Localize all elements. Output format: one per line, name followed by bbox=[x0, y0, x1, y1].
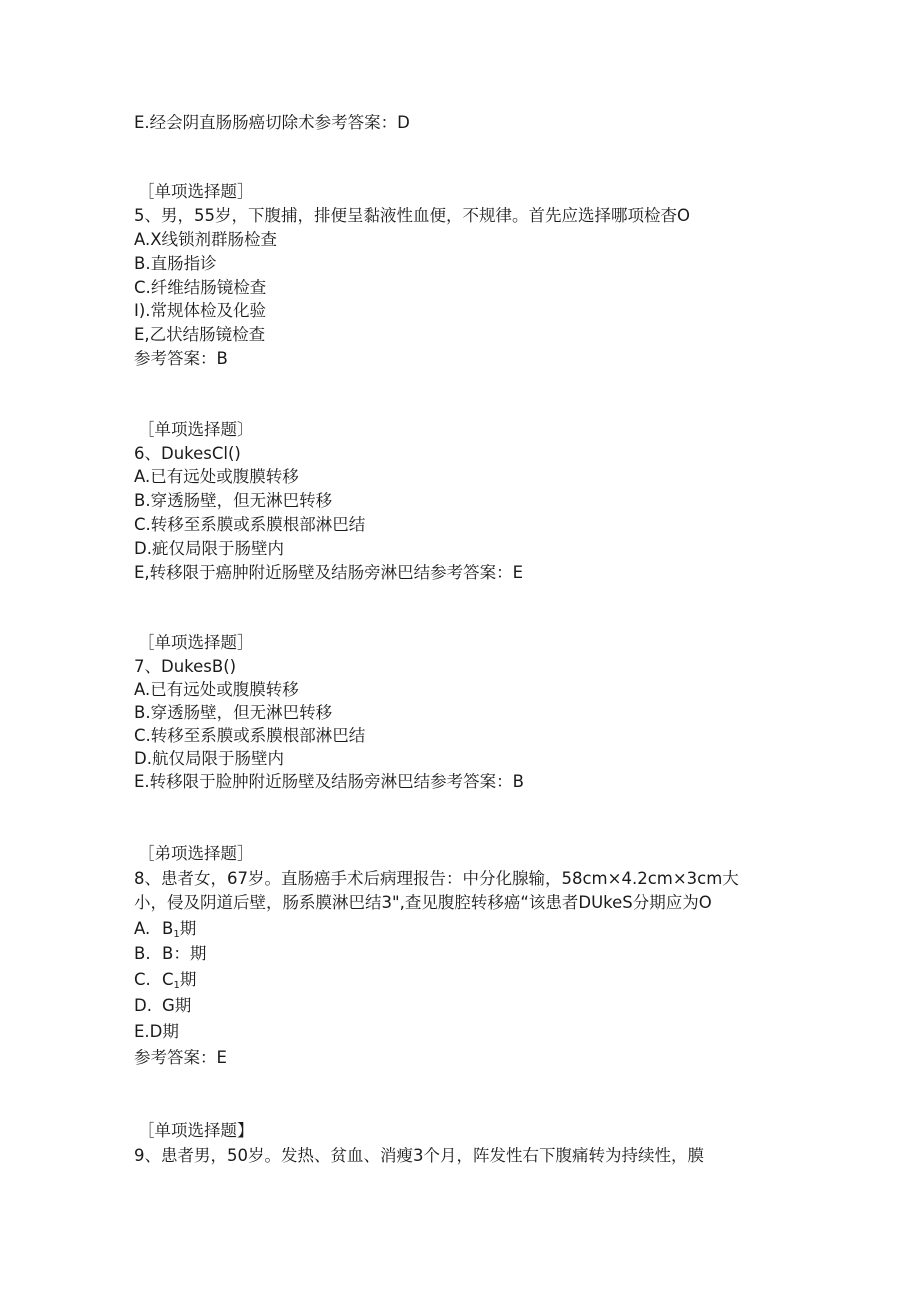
q8-option-b-letter: B. bbox=[134, 944, 151, 963]
q6-option-d: D.疵仅局限于肠壁内 bbox=[134, 539, 284, 558]
q5-option-e: E,乙状结肠镜检查 bbox=[134, 325, 266, 344]
q5-stem: 5、男，55岁，下腹捕，排便呈黏液性血便，不规律。首先应选择哪项检杳O bbox=[134, 206, 690, 225]
q9-stem: 9、患者男，50岁。发热、贫血、消瘦3个月，阵发性右下腹痛转为持续性，膜 bbox=[134, 1146, 704, 1165]
q5-type-label: ［单项选择题］ bbox=[138, 182, 254, 201]
q7-option-d: D.航仅局限于肠壁内 bbox=[134, 749, 284, 768]
q5-option-d: I).常规体检及化验 bbox=[134, 301, 267, 320]
q8-answer: 参考答案：E bbox=[134, 1048, 227, 1067]
q6-stem: 6、DukesCl() bbox=[134, 444, 241, 463]
q8-option-d bbox=[134, 995, 191, 1017]
q4-option-e: E.经会阴直肠肠癌切除术参考答案：D bbox=[134, 113, 410, 132]
q8-option-c-subscript: 1 bbox=[173, 980, 180, 991]
q6-type-label: ［单项选择题〕 bbox=[138, 420, 254, 439]
q8-option-d-text: G期 bbox=[162, 996, 192, 1015]
q5-option-b: B.直肠指诊 bbox=[134, 254, 217, 273]
q8-option-c-suffix: 期 bbox=[179, 970, 197, 989]
q8-option-c-main: C bbox=[162, 970, 174, 989]
q6-option-b: B.穿透肠壁，但无淋巴转移 bbox=[134, 491, 333, 510]
q8-option-c bbox=[134, 969, 196, 991]
q7-stem: 7、DukesB() bbox=[134, 657, 237, 676]
q7-option-c: C.转移至系膜或系膜根部淋巴结 bbox=[134, 726, 366, 745]
q8-stem-line-1: 8、患者女，67岁。直肠癌手术后病理报告：中分化腺输，58cm×4.2cm×3cm大 bbox=[134, 869, 739, 888]
q8-option-e: E.D期 bbox=[134, 1022, 179, 1041]
q8-option-a-letter: A. bbox=[134, 919, 151, 938]
q8-option-a-subscript: 1 bbox=[173, 929, 180, 940]
q8-option-a-suffix: 期 bbox=[179, 919, 197, 938]
q8-option-a-main: B bbox=[162, 919, 174, 938]
q7-option-a: A.已有远处或腹膜转移 bbox=[134, 680, 299, 699]
q7-option-b: B.穿透肠壁，但无淋巴转移 bbox=[134, 703, 333, 722]
q9-type-label: ［单项选择题】 bbox=[138, 1121, 254, 1140]
q8-option-d-letter: D. bbox=[134, 996, 152, 1015]
q8-option-c-letter: C. bbox=[134, 970, 151, 989]
q7-option-e: E.转移限于脸肿附近肠壁及结肠旁淋巴结参考答案：B bbox=[134, 772, 524, 791]
q5-answer: 参考答案：B bbox=[134, 349, 228, 368]
q8-option-b bbox=[134, 943, 206, 965]
q8-option-a bbox=[134, 918, 196, 940]
q8-stem-line-2: 小，侵及阴道后壁，肠系膜淋巴结3",查见腹腔转移癌“该患者DUkeS分期应为O bbox=[134, 893, 712, 912]
q6-option-e: E,转移限于癌肿附近肠壁及结肠旁淋巴结参考答案：E bbox=[134, 563, 524, 582]
q6-option-c: C.转移至系膜或系膜根部淋巴结 bbox=[134, 515, 366, 534]
q6-option-a: A.已有远处或腹膜转移 bbox=[134, 467, 299, 486]
q8-option-b-text: B：期 bbox=[162, 944, 207, 963]
q8-type-label: ［弟项选择题］ bbox=[138, 844, 254, 863]
q7-type-label: ［单项选择题］ bbox=[138, 633, 254, 652]
q5-option-a: A.X线锁剂群肠检查 bbox=[134, 230, 278, 249]
q5-option-c: C.纤维结肠镜检查 bbox=[134, 278, 267, 297]
